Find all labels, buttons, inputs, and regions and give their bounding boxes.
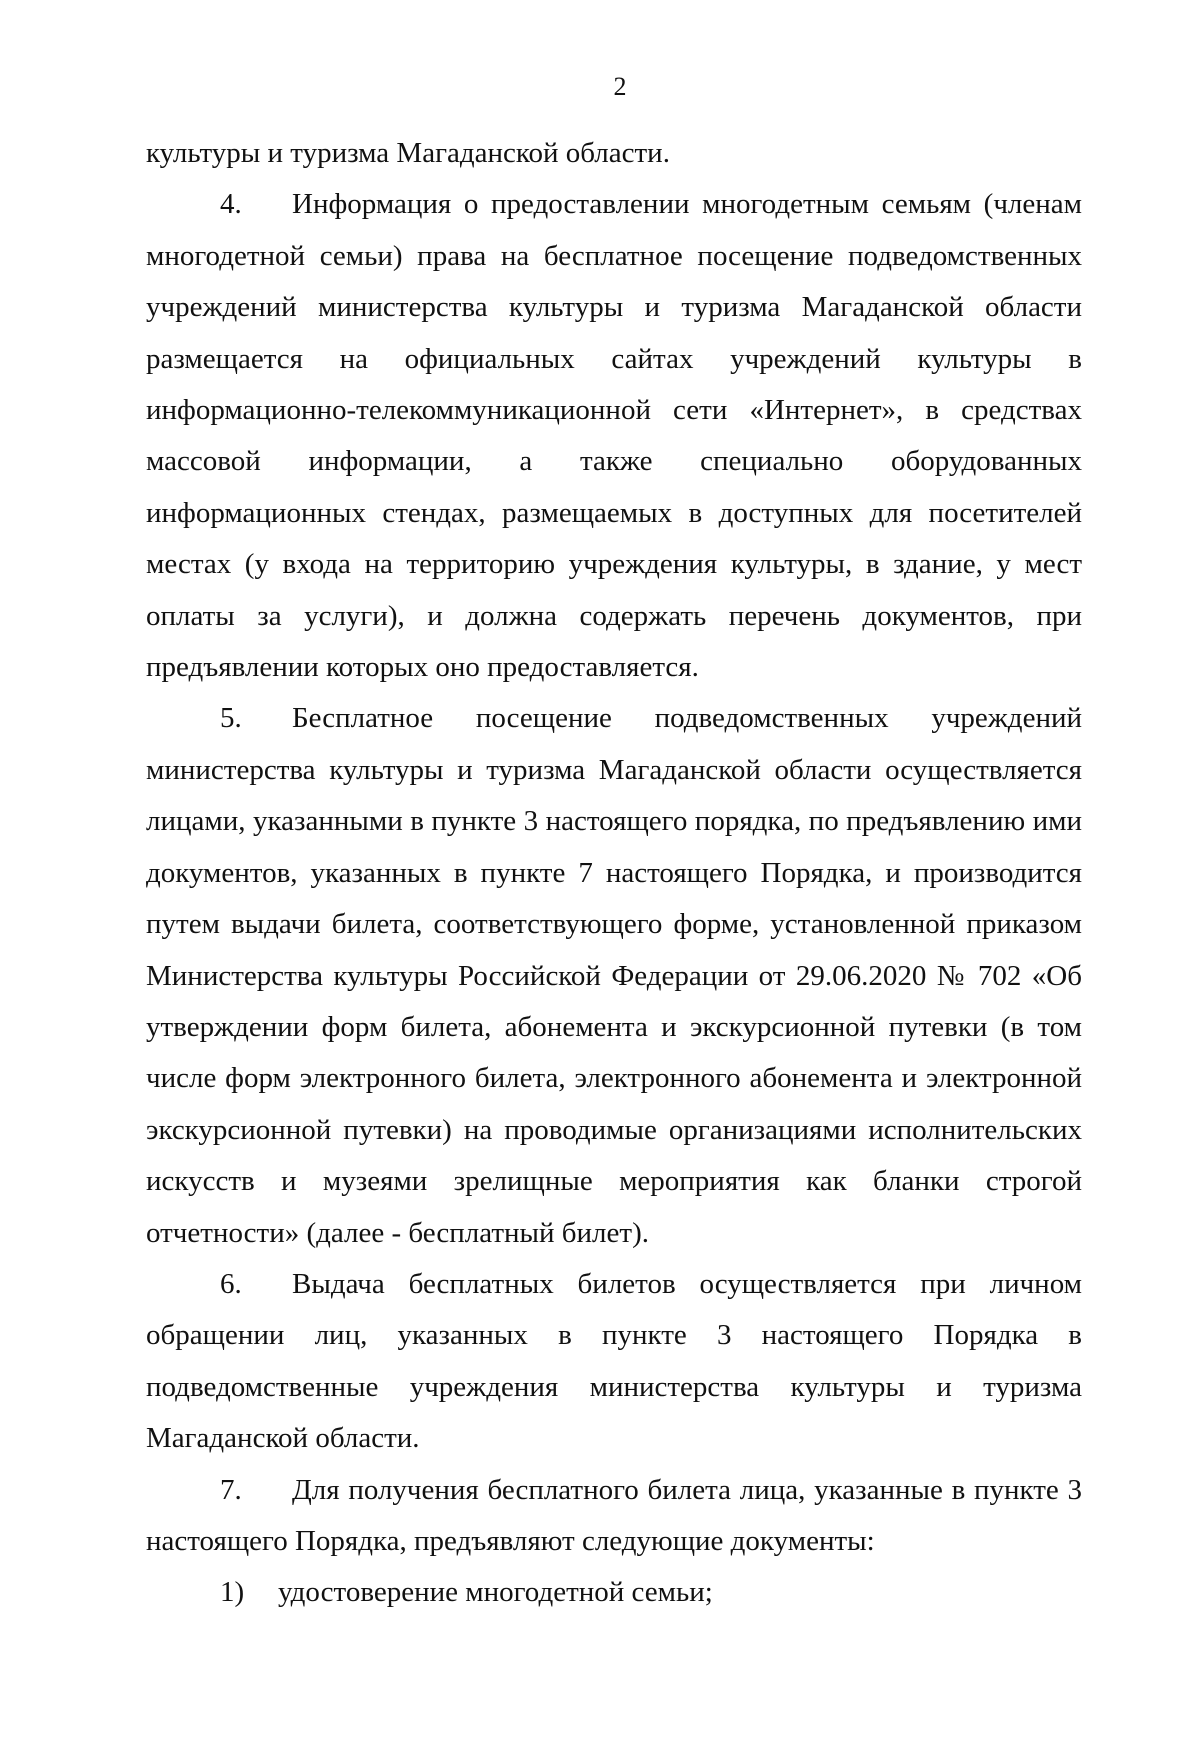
paragraph-number: 4. <box>220 188 242 221</box>
paragraph-item-6 <box>146 1259 1082 1465</box>
paragraph-item-4 <box>146 179 1082 693</box>
document-body <box>146 128 1082 1619</box>
subitem-text: удостоверение многодетной семьи; <box>278 1576 713 1609</box>
page-number: 2 <box>613 72 627 101</box>
subitem-1 <box>146 1567 1082 1618</box>
paragraph-continuation <box>146 128 1082 179</box>
paragraph-text: Выдача бесплатных билетов осуществляется при личном обращении лиц, указанных в пункте 3 настоящего Порядка в подведомственные учреждения министерства культуры и туризма Магаданской области. <box>146 1267 1082 1455</box>
paragraph-number: 7. <box>220 1473 242 1506</box>
paragraph-text: Для получения бесплатного билета лица, указанные в пункте 3 настоящего Порядка, предъявляют следующие документы: <box>146 1473 1082 1557</box>
paragraph-item-5 <box>146 693 1082 1258</box>
subitem-number: 1) <box>220 1576 245 1609</box>
paragraph-number: 6. <box>220 1267 242 1300</box>
paragraph-text: Бесплатное посещение подведомственных учреждений министерства культуры и туризма Магаданской области осуществляется лицами, указанными в пункте 3 настоящего порядка, по предъявлению ими документов, указанных в пункте 7 настоящего Порядка, и производится путем выдачи билета, соответствующего форме, установленной приказом Министерства культуры Российской Федерации от 29.06.2020 № 702 «Об утверждении форм билета, абонемента и экскурсионной путевки (в том числе форм электронного билета, электронного абонемента и электронной экскурсионной путевки) на проводимые организациями исполнительских искусств и музеями зрелищные мероприятия как бланки строгой отчетности» (далее - бесплатный билет). <box>146 702 1082 1249</box>
paragraph-text: культуры и туризма Магаданской области. <box>146 137 670 169</box>
paragraph-text: Информация о предоставлении многодетным семьям (членам многодетной семьи) права на бесплатное посещение подведомственных учреждений министерства культуры и туризма Магаданской области размещается на официальных сайтах учреждений культуры в информационно-телекоммуникационной сети «Интернет», в средствах массовой информации, а также специально оборудованных информационных стендах, размещаемых в доступных для посетителей местах (у входа на территорию учреждения культуры, в здание, у мест оплаты за услуги), и должна содержать перечень документов, при предъявлении которых оно предоставляется. <box>146 188 1082 684</box>
paragraph-item-7 <box>146 1465 1082 1568</box>
paragraph-number: 5. <box>220 702 242 735</box>
